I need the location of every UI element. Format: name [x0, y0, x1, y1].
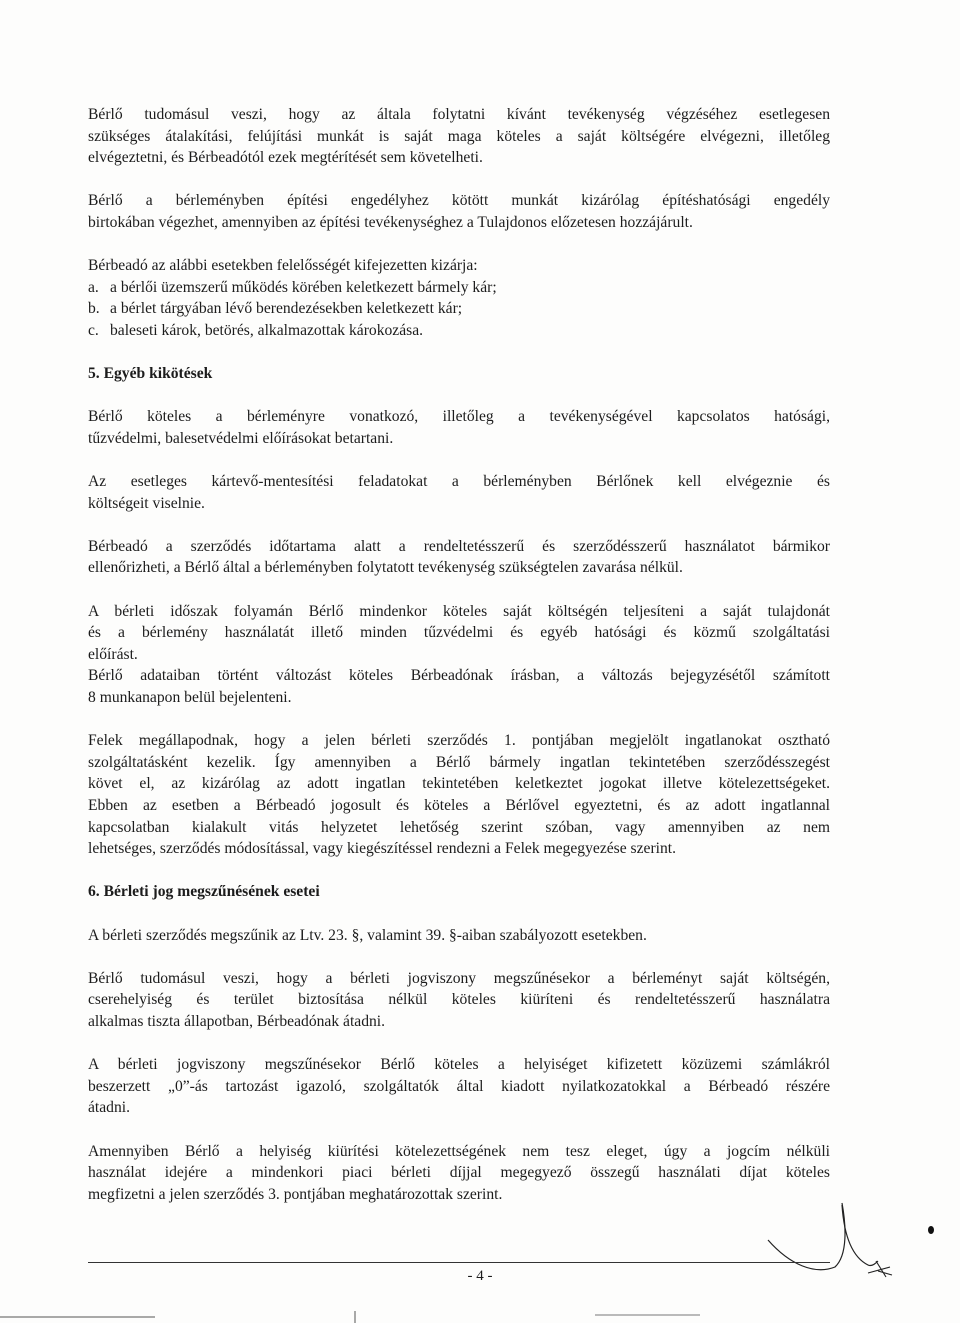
- text-line: A bérleti jogviszony megszűnésekor Bérlő köteles a helyiséget kifizetett közüzemi számlákról: [88, 1056, 830, 1074]
- section-heading-6: 6. Bérleti jog megszűnésének esetei: [88, 883, 320, 901]
- document-body: [88, 104, 830, 1227]
- text-line: követ el, az kizárólag az adott ingatlan tekintetében keletkeztet jogokat illetve kötelezettségeket.: [88, 775, 830, 793]
- text-line: és a bérlemény használatát illető minden tűzvédelmi és egyéb hatósági és közmű szolgáltatási: [88, 624, 830, 642]
- text-line: használat idejére a mindenkori piaci bérleti díjjal megegyező összegű használati díjat köteles: [88, 1164, 830, 1182]
- text-line: Bérbeadó az alábbi esetekben felelősségét kifejezetten kizárja:: [88, 257, 478, 275]
- paragraph-utility-clearance: [88, 1054, 830, 1119]
- text-line: költségeit viselnie.: [88, 494, 205, 512]
- list-item: [88, 320, 830, 342]
- paragraph-termination-cases: [88, 925, 830, 947]
- paragraph-alteration-costs: [88, 104, 830, 169]
- list-item-text: a bérlői üzemszerű működés körében keletkezett bármely kár;: [110, 278, 497, 296]
- paragraph-obligations: [88, 601, 830, 666]
- text-line: ellenőrizheti, a Bérlő által a bérleményben folytatott tevékenység szükségtelen zavarása nélkül.: [88, 559, 683, 577]
- text-line: Bérlő köteles a bérleményre vonatkozó, illetőleg a tevékenységével kapcsolatos hatósági,: [88, 408, 830, 426]
- text-line: szolgáltatásként kezelik. Így amennyiben a Bérlő bármely ingatlan tekintetében szerződésszegést: [88, 753, 830, 771]
- scan-edge-marks: [0, 1305, 960, 1323]
- text-line: A bérleti szerződés megszűnik az Ltv. 23. §, valamint 39. §-aiban szabályozott esetekben.: [88, 926, 647, 944]
- text-line: Bérlő tudomásul veszi, hogy a bérleti jogviszony megszűnésekor a bérleményt saját költségén,: [88, 969, 830, 987]
- text-line: Bérbeadó a szerződés időtartama alatt a rendeltetésszerű és szerződésszerű használatot bármikor: [88, 537, 830, 555]
- text-line: Amennyiben Bérlő a helyiség kiürítési kötelezettségének nem tesz eleget, úgy a jogcím nélküli: [88, 1142, 830, 1160]
- page-number: - 4 -: [467, 1268, 493, 1284]
- paragraph-usage-fee: [88, 1141, 830, 1206]
- paragraph-vacate-premises: [88, 968, 830, 1033]
- text-line: szükséges átalakítási, felújítási munkát is saját maga köteles a saját költségére elvégezni, illetőleg: [88, 127, 830, 145]
- list-item: [88, 277, 830, 299]
- list-marker: c.: [88, 321, 99, 339]
- text-line: Ebben az esetben a Bérbeadó jogosult és köteles a Bérlővel egyeztetni, és az adott ingatlannal: [88, 797, 830, 814]
- text-line: cserehelyiség és terület biztosítása nélkül köteles kiüríteni és rendeltetésszerű használatra: [88, 991, 830, 1009]
- text-line: átadni.: [88, 1099, 130, 1117]
- text-line: birtokában végezhet, amennyiben az építési tevékenységhez a Tulajdonos előzetesen hozzájárult.: [88, 213, 693, 231]
- text-line: Felek megállapodnak, hogy a jelen bérleti szerződés 1. pontjában megjelölt ingatlanokat osztható: [88, 732, 830, 750]
- text-line: beszerzett „0”-ás tartozást igazoló, szolgáltatók által kiadott nyilatkozatokkal a Bérbeadó részére: [88, 1077, 830, 1095]
- text-line: Bérlő tudomásul veszi, hogy az általa folytatni kívánt tevékenység végzéséhez esetlegesen: [88, 106, 830, 123]
- paragraph-pest-control: [88, 471, 830, 514]
- paragraph-divisible-service: [88, 730, 830, 860]
- text-line: lehetséges, szerződés módosítással, vagy kiegészítéssel rendezni a Felek megegyezése szerint.: [88, 840, 677, 858]
- text-line: alkalmas tiszta állapotban, Bérbeadónak átadni.: [88, 1012, 386, 1030]
- text-line: tűzvédelmi, balesetvédelmi előírásokat betartani.: [88, 429, 394, 447]
- text-line: Az esetleges kártevő-mentesítési feladatokat a bérleményben Bérlőnek kell elvégeznie és: [88, 473, 830, 491]
- text-line: előírást.: [88, 645, 138, 663]
- text-line: kapcsolatban kialakult vitás helyzetet lehetőség szerint szóban, vagy amennyiben az nem: [88, 818, 830, 836]
- footer-divider: [88, 1262, 830, 1263]
- list-item: [88, 298, 830, 320]
- paragraph-data-change: [88, 665, 830, 708]
- list-item-text: baleseti károk, betörés, alkalmazottak károkozása.: [110, 321, 424, 339]
- text-line: Bérlő a bérleményben építési engedélyhez kötött munkát kizárólag építéshatósági engedély: [88, 192, 830, 210]
- paragraph-liability-exclusion: [88, 255, 830, 341]
- text-line: 8 munkanapon belül bejelenteni.: [88, 689, 292, 707]
- scan-speck: [928, 1226, 934, 1234]
- section-heading-5: 5. Egyéb kikötések: [88, 365, 213, 383]
- list-marker: a.: [88, 278, 99, 296]
- text-line: megfizetni a jelen szerződés 3. pontjában meghatározottak szerint.: [88, 1185, 503, 1203]
- paragraph-inspection: [88, 536, 830, 579]
- text-line: Bérlő adataiban történt változást köteles Bérbeadónak írásban, a változás bejegyzésétől számított: [88, 667, 830, 685]
- list-marker: b.: [88, 300, 100, 318]
- text-line: A bérleti időszak folyamán Bérlő mindenkor köteles saját költségén teljesíteni a saját tulajdonát: [88, 602, 830, 620]
- list-item-text: a bérlet tárgyában lévő berendezésekben keletkezett kár;: [110, 300, 463, 318]
- paragraph-fire-safety-rules: [88, 406, 830, 449]
- text-line: elvégeztetni, és Bérbeadótól ezek megtérítését sem követelheti.: [88, 149, 483, 167]
- paragraph-building-permit: [88, 190, 830, 233]
